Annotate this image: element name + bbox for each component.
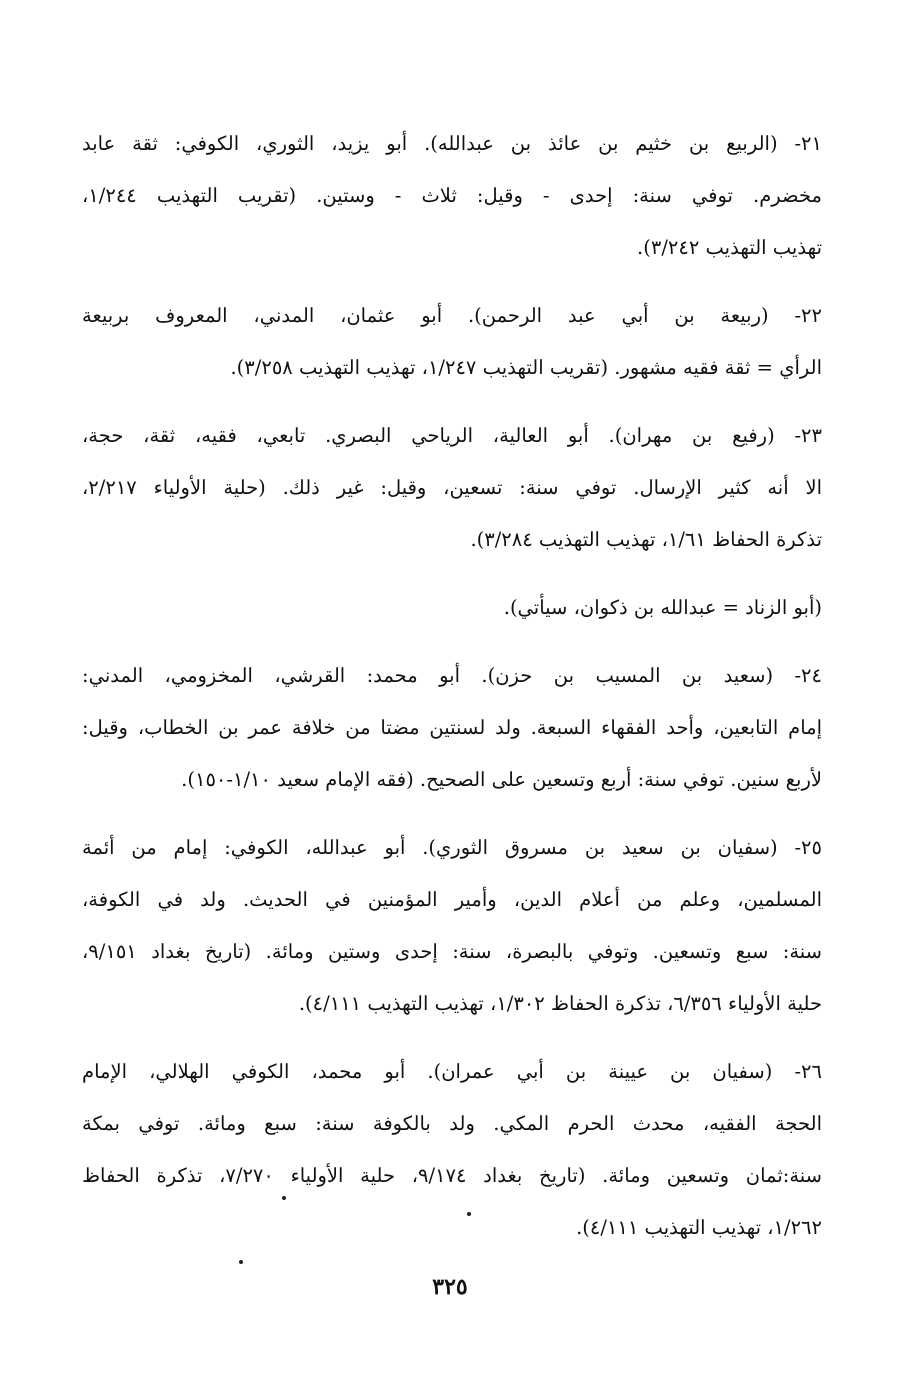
entry-22	[82, 290, 822, 394]
entry-line: ٢٢- (ربيعة بن أبي عبد الرحمن). أبو عثمان، المدني، المعروف بربيعة	[82, 304, 822, 327]
entry-line: ٢٤- (سعيد بن المسيب بن حزن). أبو محمد: القرشي، المخزومي، المدني:	[82, 664, 822, 687]
entry-line: تهذيب التهذيب ٣/٢٤٢).	[637, 236, 822, 259]
entry-line: ٢٦- (سفيان بن عيينة بن أبي عمران). أبو محمد، الكوفي الهلالي، الإمام	[82, 1060, 822, 1083]
entry-line: ١/٢٦٢، تهذيب التهذيب ٤/١١١).	[576, 1216, 822, 1239]
entry-line: ٢١- (الربيع بن خثيم بن عائذ بن عبدالله). أبو يزيد، الثوري، الكوفي: ثقة عابد	[82, 132, 822, 155]
entry-line: الحجة الفقيه، محدث الحرم المكي. ولد بالكوفة سنة: سبع ومائة. توفي بمكة	[82, 1112, 822, 1135]
entry-25	[82, 822, 822, 1030]
entry-line: المسلمين، وعلم من أعلام الدين، وأمير المؤمنين في الحديث. ولد في الكوفة،	[82, 888, 822, 911]
entry-line: ٢٥- (سفيان بن سعيد بن مسروق الثوري). أبو عبدالله، الكوفي: إمام من أئمة	[82, 836, 822, 859]
entry-21	[82, 118, 822, 274]
scan-speck	[467, 1212, 471, 1216]
entry-line: إمام التابعين، وأحد الفقهاء السبعة. ولد لسنتين مضتا من خلافة عمر بن الخطاب، وقيل:	[82, 716, 822, 739]
entry-line: سنة: سبع وتسعين. وتوفي بالبصرة، سنة: إحدى وستين ومائة. (تاريخ بغداد ٩/١٥١،	[82, 940, 822, 963]
page-number: ٣٢٥	[432, 1274, 468, 1300]
entry-24	[82, 650, 822, 806]
entry-line: الرأي = ثقة فقيه مشهور. (تقريب التهذيب ١/٢٤٧، تهذيب التهذيب ٣/٢٥٨).	[230, 356, 822, 379]
entry-line: ٢٣- (رفيع بن مهران). أبو العالية، الرياحي البصري. تابعي، فقيه، ثقة، حجة،	[82, 424, 822, 447]
entry-26	[82, 1046, 822, 1254]
entry-line: تذكرة الحفاظ ١/٦١، تهذيب التهذيب ٣/٢٨٤).	[470, 528, 822, 551]
entry-line: لأربع سنين. توفي سنة: أربع وتسعين على الصحيح. (فقه الإمام سعيد ١/١٠-١٥٠).	[181, 768, 822, 791]
entry-abu-zinad-note	[82, 582, 822, 634]
page-body	[82, 118, 822, 1270]
scan-speck	[239, 1260, 243, 1264]
scan-speck	[282, 1196, 286, 1200]
entry-line: مخضرم. توفي سنة: إحدى - وقيل: ثلاث - وستين. (تقريب التهذيب ١/٢٤٤،	[82, 184, 822, 207]
entry-line: سنة:ثمان وتسعين ومائة. (تاريخ بغداد ٩/١٧٤، حلية الأولياء ٧/٢٧٠، تذكرة الحفاظ	[82, 1164, 822, 1187]
entry-line: (أبو الزناد = عبدالله بن ذكوان، سيأتي).	[503, 596, 822, 619]
entry-line: حلية الأولياء ٦/٣٥٦، تذكرة الحفاظ ١/٣٠٢، تهذيب التهذيب ٤/١١١).	[298, 992, 822, 1015]
entry-line: الا أنه كثير الإرسال. توفي سنة: تسعين، وقيل: غير ذلك. (حلية الأولياء ٢/٢١٧،	[82, 476, 822, 499]
entry-23	[82, 410, 822, 566]
